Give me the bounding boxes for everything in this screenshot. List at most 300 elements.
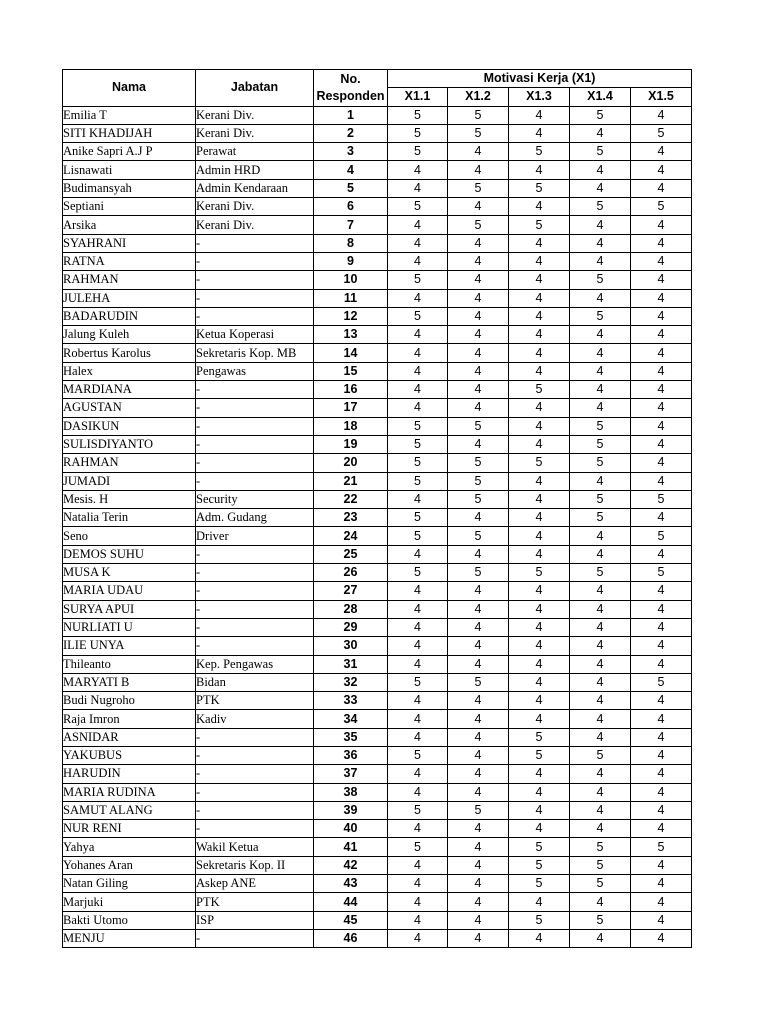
cell-nama: Anike Sapri A.J P bbox=[63, 143, 196, 161]
cell-x1-2: 4 bbox=[448, 655, 509, 673]
cell-no-responden: 16 bbox=[314, 381, 388, 399]
cell-x1-2: 4 bbox=[448, 509, 509, 527]
cell-jabatan: Admin Kendaraan bbox=[196, 179, 314, 197]
cell-x1-3: 5 bbox=[509, 216, 570, 234]
cell-x1-5: 4 bbox=[631, 271, 692, 289]
cell-jabatan: Admin HRD bbox=[196, 161, 314, 179]
cell-x1-4: 4 bbox=[570, 161, 631, 179]
cell-x1-5: 4 bbox=[631, 618, 692, 636]
cell-x1-3: 4 bbox=[509, 893, 570, 911]
cell-x1-1: 5 bbox=[388, 454, 448, 472]
cell-x1-4: 4 bbox=[570, 527, 631, 545]
cell-no-responden: 34 bbox=[314, 710, 388, 728]
cell-jabatan: Sekretaris Kop. II bbox=[196, 856, 314, 874]
cell-x1-4: 4 bbox=[570, 399, 631, 417]
cell-nama: RAHMAN bbox=[63, 454, 196, 472]
cell-x1-4: 4 bbox=[570, 820, 631, 838]
cell-x1-3: 5 bbox=[509, 179, 570, 197]
cell-x1-5: 4 bbox=[631, 820, 692, 838]
cell-x1-3: 5 bbox=[509, 728, 570, 746]
cell-x1-5: 4 bbox=[631, 179, 692, 197]
cell-no-responden: 45 bbox=[314, 911, 388, 929]
cell-x1-3: 4 bbox=[509, 399, 570, 417]
table-row bbox=[63, 783, 692, 801]
cell-x1-2: 4 bbox=[448, 600, 509, 618]
header-no-responden bbox=[314, 70, 388, 107]
table-row bbox=[63, 655, 692, 673]
cell-x1-4: 4 bbox=[570, 216, 631, 234]
cell-x1-3: 4 bbox=[509, 618, 570, 636]
cell-no-responden: 28 bbox=[314, 600, 388, 618]
cell-x1-1: 4 bbox=[388, 545, 448, 563]
cell-x1-4: 4 bbox=[570, 692, 631, 710]
cell-x1-2: 4 bbox=[448, 161, 509, 179]
cell-jabatan: - bbox=[196, 801, 314, 819]
table-row bbox=[63, 600, 692, 618]
cell-x1-3: 4 bbox=[509, 106, 570, 124]
cell-x1-1: 4 bbox=[388, 856, 448, 874]
header-no-line2: Responden bbox=[316, 88, 385, 103]
cell-x1-5: 4 bbox=[631, 582, 692, 600]
cell-x1-1: 5 bbox=[388, 435, 448, 453]
cell-no-responden: 36 bbox=[314, 746, 388, 764]
cell-x1-2: 4 bbox=[448, 893, 509, 911]
cell-x1-5: 4 bbox=[631, 746, 692, 764]
cell-nama: Mesis. H bbox=[63, 490, 196, 508]
cell-x1-2: 5 bbox=[448, 472, 509, 490]
cell-x1-1: 5 bbox=[388, 124, 448, 142]
cell-jabatan: PTK bbox=[196, 692, 314, 710]
cell-no-responden: 32 bbox=[314, 673, 388, 691]
cell-x1-3: 4 bbox=[509, 435, 570, 453]
cell-x1-2: 4 bbox=[448, 710, 509, 728]
cell-jabatan: - bbox=[196, 545, 314, 563]
cell-x1-4: 4 bbox=[570, 618, 631, 636]
cell-x1-5: 4 bbox=[631, 637, 692, 655]
cell-x1-2: 4 bbox=[448, 929, 509, 947]
cell-x1-4: 4 bbox=[570, 362, 631, 380]
cell-nama: MUSA K bbox=[63, 564, 196, 582]
cell-x1-3: 5 bbox=[509, 564, 570, 582]
cell-x1-1: 5 bbox=[388, 801, 448, 819]
cell-x1-2: 5 bbox=[448, 417, 509, 435]
cell-x1-4: 4 bbox=[570, 673, 631, 691]
cell-x1-5: 4 bbox=[631, 362, 692, 380]
cell-nama: JULEHA bbox=[63, 289, 196, 307]
cell-x1-3: 4 bbox=[509, 527, 570, 545]
cell-x1-3: 4 bbox=[509, 929, 570, 947]
cell-x1-3: 4 bbox=[509, 124, 570, 142]
cell-nama: MARIA UDAU bbox=[63, 582, 196, 600]
cell-jabatan: - bbox=[196, 618, 314, 636]
table-row bbox=[63, 692, 692, 710]
cell-no-responden: 1 bbox=[314, 106, 388, 124]
cell-x1-1: 5 bbox=[388, 564, 448, 582]
cell-x1-4: 4 bbox=[570, 765, 631, 783]
cell-nama: Yahya bbox=[63, 838, 196, 856]
cell-x1-1: 4 bbox=[388, 234, 448, 252]
cell-x1-5: 4 bbox=[631, 728, 692, 746]
cell-nama: SITI KHADIJAH bbox=[63, 124, 196, 142]
cell-jabatan: Ketua Koperasi bbox=[196, 326, 314, 344]
cell-x1-5: 4 bbox=[631, 655, 692, 673]
cell-x1-1: 5 bbox=[388, 271, 448, 289]
table-row bbox=[63, 252, 692, 270]
cell-x1-5: 4 bbox=[631, 929, 692, 947]
cell-jabatan: - bbox=[196, 252, 314, 270]
cell-x1-5: 4 bbox=[631, 399, 692, 417]
cell-x1-5: 4 bbox=[631, 856, 692, 874]
cell-x1-2: 4 bbox=[448, 746, 509, 764]
cell-no-responden: 35 bbox=[314, 728, 388, 746]
cell-x1-2: 5 bbox=[448, 564, 509, 582]
cell-x1-5: 4 bbox=[631, 289, 692, 307]
cell-x1-1: 4 bbox=[388, 179, 448, 197]
cell-x1-5: 4 bbox=[631, 801, 692, 819]
table-row bbox=[63, 856, 692, 874]
cell-nama: MARIA RUDINA bbox=[63, 783, 196, 801]
cell-no-responden: 41 bbox=[314, 838, 388, 856]
cell-nama: Thileanto bbox=[63, 655, 196, 673]
cell-nama: Arsika bbox=[63, 216, 196, 234]
cell-x1-4: 5 bbox=[570, 454, 631, 472]
cell-nama: Emilia T bbox=[63, 106, 196, 124]
cell-jabatan: Wakil Ketua bbox=[196, 838, 314, 856]
cell-nama: HARUDIN bbox=[63, 765, 196, 783]
cell-x1-3: 4 bbox=[509, 545, 570, 563]
cell-x1-2: 4 bbox=[448, 399, 509, 417]
cell-x1-2: 5 bbox=[448, 106, 509, 124]
cell-no-responden: 44 bbox=[314, 893, 388, 911]
cell-nama: Lisnawati bbox=[63, 161, 196, 179]
cell-no-responden: 24 bbox=[314, 527, 388, 545]
cell-x1-3: 4 bbox=[509, 289, 570, 307]
cell-nama: MARDIANA bbox=[63, 381, 196, 399]
cell-no-responden: 37 bbox=[314, 765, 388, 783]
cell-jabatan: - bbox=[196, 417, 314, 435]
cell-no-responden: 46 bbox=[314, 929, 388, 947]
cell-x1-5: 4 bbox=[631, 509, 692, 527]
cell-x1-5: 4 bbox=[631, 161, 692, 179]
cell-x1-1: 4 bbox=[388, 929, 448, 947]
cell-x1-2: 4 bbox=[448, 856, 509, 874]
cell-jabatan: - bbox=[196, 472, 314, 490]
cell-x1-1: 4 bbox=[388, 637, 448, 655]
cell-x1-5: 4 bbox=[631, 472, 692, 490]
cell-jabatan: Pengawas bbox=[196, 362, 314, 380]
cell-jabatan: - bbox=[196, 582, 314, 600]
cell-x1-5: 4 bbox=[631, 692, 692, 710]
cell-x1-3: 4 bbox=[509, 362, 570, 380]
cell-x1-5: 4 bbox=[631, 435, 692, 453]
cell-nama: SURYA APUI bbox=[63, 600, 196, 618]
cell-no-responden: 25 bbox=[314, 545, 388, 563]
cell-no-responden: 2 bbox=[314, 124, 388, 142]
table-row bbox=[63, 271, 692, 289]
cell-x1-1: 4 bbox=[388, 655, 448, 673]
cell-nama: RAHMAN bbox=[63, 271, 196, 289]
cell-jabatan: - bbox=[196, 765, 314, 783]
table-row bbox=[63, 289, 692, 307]
cell-x1-2: 5 bbox=[448, 454, 509, 472]
cell-no-responden: 21 bbox=[314, 472, 388, 490]
cell-x1-5: 4 bbox=[631, 143, 692, 161]
cell-jabatan: - bbox=[196, 435, 314, 453]
cell-x1-2: 5 bbox=[448, 179, 509, 197]
cell-x1-3: 4 bbox=[509, 198, 570, 216]
table-row bbox=[63, 106, 692, 124]
cell-x1-1: 5 bbox=[388, 417, 448, 435]
cell-x1-1: 4 bbox=[388, 911, 448, 929]
cell-jabatan: - bbox=[196, 381, 314, 399]
cell-jabatan: - bbox=[196, 820, 314, 838]
cell-jabatan: Kerani Div. bbox=[196, 124, 314, 142]
cell-nama: Halex bbox=[63, 362, 196, 380]
cell-x1-3: 4 bbox=[509, 673, 570, 691]
cell-x1-4: 4 bbox=[570, 381, 631, 399]
table-row bbox=[63, 527, 692, 545]
cell-nama: Seno bbox=[63, 527, 196, 545]
cell-x1-2: 4 bbox=[448, 765, 509, 783]
cell-x1-5: 4 bbox=[631, 783, 692, 801]
cell-no-responden: 3 bbox=[314, 143, 388, 161]
table-row bbox=[63, 124, 692, 142]
cell-x1-2: 4 bbox=[448, 875, 509, 893]
table-row bbox=[63, 509, 692, 527]
cell-x1-2: 4 bbox=[448, 289, 509, 307]
cell-x1-2: 4 bbox=[448, 344, 509, 362]
cell-x1-4: 4 bbox=[570, 600, 631, 618]
cell-nama: YAKUBUS bbox=[63, 746, 196, 764]
cell-no-responden: 4 bbox=[314, 161, 388, 179]
cell-x1-3: 4 bbox=[509, 801, 570, 819]
cell-x1-1: 4 bbox=[388, 490, 448, 508]
cell-x1-4: 5 bbox=[570, 490, 631, 508]
cell-x1-1: 4 bbox=[388, 326, 448, 344]
table-row bbox=[63, 198, 692, 216]
cell-x1-1: 4 bbox=[388, 381, 448, 399]
table-row bbox=[63, 637, 692, 655]
cell-jabatan: PTK bbox=[196, 893, 314, 911]
cell-x1-5: 4 bbox=[631, 216, 692, 234]
cell-x1-3: 4 bbox=[509, 271, 570, 289]
cell-x1-4: 4 bbox=[570, 929, 631, 947]
cell-x1-1: 5 bbox=[388, 509, 448, 527]
cell-x1-4: 5 bbox=[570, 307, 631, 325]
cell-jabatan: - bbox=[196, 307, 314, 325]
cell-no-responden: 40 bbox=[314, 820, 388, 838]
table-row bbox=[63, 490, 692, 508]
cell-x1-5: 5 bbox=[631, 838, 692, 856]
header-x1-1: X1.1 bbox=[388, 88, 448, 106]
cell-jabatan: Kerani Div. bbox=[196, 106, 314, 124]
cell-jabatan: Askep ANE bbox=[196, 875, 314, 893]
cell-x1-4: 4 bbox=[570, 252, 631, 270]
cell-x1-5: 4 bbox=[631, 344, 692, 362]
cell-no-responden: 6 bbox=[314, 198, 388, 216]
table-row bbox=[63, 143, 692, 161]
cell-x1-3: 4 bbox=[509, 161, 570, 179]
cell-x1-3: 4 bbox=[509, 582, 570, 600]
cell-x1-4: 4 bbox=[570, 326, 631, 344]
cell-x1-3: 5 bbox=[509, 856, 570, 874]
cell-no-responden: 12 bbox=[314, 307, 388, 325]
cell-no-responden: 39 bbox=[314, 801, 388, 819]
cell-x1-4: 5 bbox=[570, 198, 631, 216]
cell-x1-1: 4 bbox=[388, 820, 448, 838]
cell-x1-3: 4 bbox=[509, 820, 570, 838]
cell-jabatan: Sekretaris Kop. MB bbox=[196, 344, 314, 362]
cell-nama: AGUSTAN bbox=[63, 399, 196, 417]
cell-x1-3: 4 bbox=[509, 417, 570, 435]
cell-x1-5: 4 bbox=[631, 600, 692, 618]
cell-x1-4: 4 bbox=[570, 710, 631, 728]
cell-x1-2: 4 bbox=[448, 838, 509, 856]
cell-x1-3: 4 bbox=[509, 307, 570, 325]
cell-x1-2: 4 bbox=[448, 692, 509, 710]
cell-nama: Natalia Terin bbox=[63, 509, 196, 527]
cell-x1-5: 5 bbox=[631, 673, 692, 691]
table-row bbox=[63, 362, 692, 380]
cell-nama: Marjuki bbox=[63, 893, 196, 911]
cell-x1-1: 5 bbox=[388, 307, 448, 325]
cell-x1-1: 5 bbox=[388, 838, 448, 856]
table-row bbox=[63, 381, 692, 399]
cell-x1-3: 4 bbox=[509, 234, 570, 252]
cell-jabatan: Kerani Div. bbox=[196, 216, 314, 234]
cell-no-responden: 13 bbox=[314, 326, 388, 344]
cell-nama: NURLIATI U bbox=[63, 618, 196, 636]
cell-jabatan: Kep. Pengawas bbox=[196, 655, 314, 673]
cell-x1-2: 4 bbox=[448, 198, 509, 216]
table-row bbox=[63, 728, 692, 746]
cell-x1-4: 4 bbox=[570, 637, 631, 655]
cell-x1-4: 5 bbox=[570, 271, 631, 289]
header-x1-5: X1.5 bbox=[631, 88, 692, 106]
cell-no-responden: 5 bbox=[314, 179, 388, 197]
cell-x1-3: 5 bbox=[509, 746, 570, 764]
cell-x1-2: 4 bbox=[448, 637, 509, 655]
cell-jabatan: - bbox=[196, 728, 314, 746]
cell-x1-1: 4 bbox=[388, 362, 448, 380]
cell-jabatan: - bbox=[196, 564, 314, 582]
cell-x1-2: 4 bbox=[448, 381, 509, 399]
cell-nama: Natan Giling bbox=[63, 875, 196, 893]
cell-no-responden: 10 bbox=[314, 271, 388, 289]
table-row bbox=[63, 746, 692, 764]
cell-x1-1: 4 bbox=[388, 875, 448, 893]
cell-jabatan: Kadiv bbox=[196, 710, 314, 728]
table-row bbox=[63, 618, 692, 636]
cell-x1-5: 4 bbox=[631, 106, 692, 124]
cell-no-responden: 15 bbox=[314, 362, 388, 380]
cell-x1-5: 4 bbox=[631, 307, 692, 325]
cell-no-responden: 38 bbox=[314, 783, 388, 801]
cell-x1-3: 4 bbox=[509, 326, 570, 344]
cell-x1-2: 4 bbox=[448, 545, 509, 563]
cell-x1-2: 4 bbox=[448, 252, 509, 270]
cell-x1-5: 5 bbox=[631, 124, 692, 142]
cell-no-responden: 8 bbox=[314, 234, 388, 252]
cell-x1-5: 4 bbox=[631, 417, 692, 435]
cell-no-responden: 11 bbox=[314, 289, 388, 307]
cell-x1-2: 5 bbox=[448, 801, 509, 819]
cell-x1-2: 5 bbox=[448, 216, 509, 234]
table-row bbox=[63, 399, 692, 417]
header-x1-4: X1.4 bbox=[570, 88, 631, 106]
cell-nama: ASNIDAR bbox=[63, 728, 196, 746]
cell-jabatan: Kerani Div. bbox=[196, 198, 314, 216]
cell-no-responden: 27 bbox=[314, 582, 388, 600]
cell-jabatan: - bbox=[196, 234, 314, 252]
cell-x1-2: 5 bbox=[448, 490, 509, 508]
cell-x1-1: 4 bbox=[388, 692, 448, 710]
cell-x1-4: 4 bbox=[570, 472, 631, 490]
cell-x1-2: 4 bbox=[448, 326, 509, 344]
table-row bbox=[63, 326, 692, 344]
cell-no-responden: 14 bbox=[314, 344, 388, 362]
cell-nama: DASIKUN bbox=[63, 417, 196, 435]
cell-x1-1: 4 bbox=[388, 600, 448, 618]
cell-x1-3: 4 bbox=[509, 655, 570, 673]
table-row bbox=[63, 911, 692, 929]
table-row bbox=[63, 472, 692, 490]
cell-x1-4: 4 bbox=[570, 545, 631, 563]
cell-no-responden: 19 bbox=[314, 435, 388, 453]
cell-x1-4: 5 bbox=[570, 875, 631, 893]
cell-x1-3: 5 bbox=[509, 454, 570, 472]
table-row bbox=[63, 929, 692, 947]
cell-x1-1: 4 bbox=[388, 344, 448, 362]
header-motivasi-kerja: Motivasi Kerja (X1) bbox=[388, 70, 692, 88]
table-row bbox=[63, 344, 692, 362]
cell-x1-2: 4 bbox=[448, 362, 509, 380]
cell-nama: BADARUDIN bbox=[63, 307, 196, 325]
cell-x1-3: 4 bbox=[509, 600, 570, 618]
cell-jabatan: - bbox=[196, 637, 314, 655]
cell-jabatan: Adm. Gudang bbox=[196, 509, 314, 527]
cell-x1-3: 4 bbox=[509, 637, 570, 655]
cell-x1-4: 4 bbox=[570, 234, 631, 252]
cell-x1-4: 4 bbox=[570, 655, 631, 673]
cell-nama: ILIE UNYA bbox=[63, 637, 196, 655]
cell-no-responden: 31 bbox=[314, 655, 388, 673]
cell-x1-5: 5 bbox=[631, 490, 692, 508]
cell-x1-4: 4 bbox=[570, 179, 631, 197]
cell-jabatan: Driver bbox=[196, 527, 314, 545]
cell-x1-3: 4 bbox=[509, 490, 570, 508]
cell-no-responden: 43 bbox=[314, 875, 388, 893]
table-row bbox=[63, 454, 692, 472]
table-row bbox=[63, 435, 692, 453]
table-row bbox=[63, 564, 692, 582]
cell-x1-3: 4 bbox=[509, 509, 570, 527]
cell-x1-4: 5 bbox=[570, 509, 631, 527]
cell-x1-5: 5 bbox=[631, 564, 692, 582]
cell-x1-1: 4 bbox=[388, 252, 448, 270]
cell-nama: NUR RENI bbox=[63, 820, 196, 838]
table-row bbox=[63, 234, 692, 252]
table-row bbox=[63, 161, 692, 179]
cell-x1-1: 4 bbox=[388, 289, 448, 307]
cell-no-responden: 17 bbox=[314, 399, 388, 417]
header-nama: Nama bbox=[63, 70, 196, 107]
cell-x1-1: 5 bbox=[388, 143, 448, 161]
cell-x1-4: 4 bbox=[570, 801, 631, 819]
cell-x1-3: 5 bbox=[509, 381, 570, 399]
cell-x1-2: 4 bbox=[448, 618, 509, 636]
cell-x1-1: 5 bbox=[388, 106, 448, 124]
